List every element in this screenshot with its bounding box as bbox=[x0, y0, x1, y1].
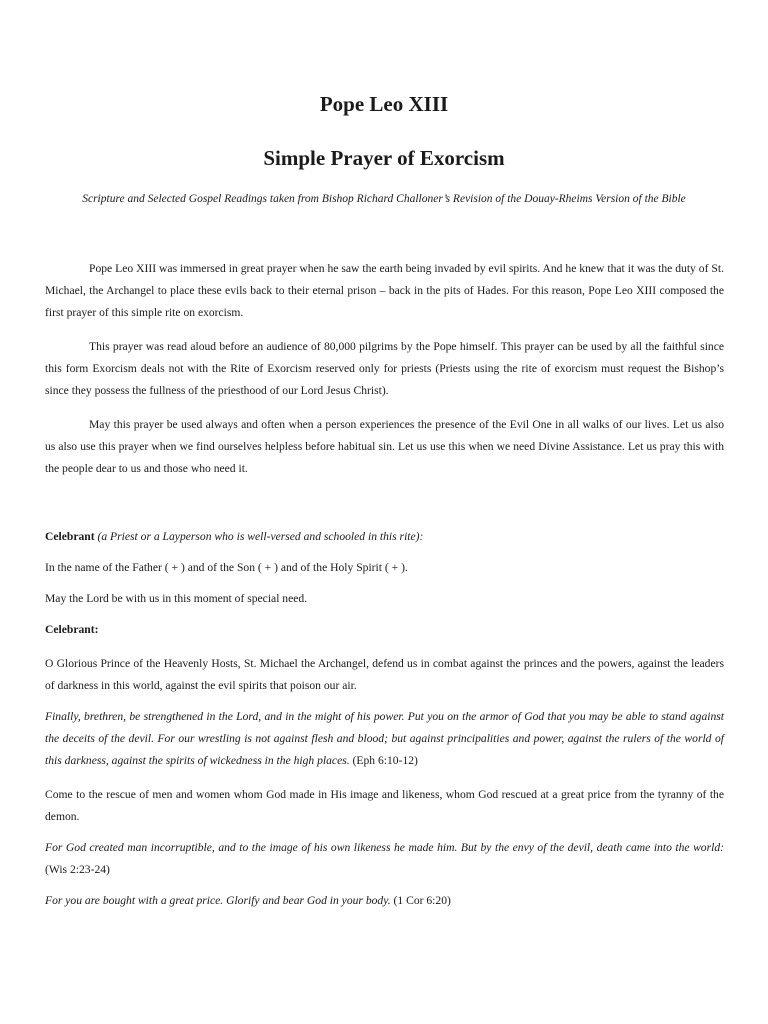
corinthians-ref: (1 Cor 6:20) bbox=[390, 894, 451, 907]
document-body bbox=[45, 258, 724, 912]
scripture-ephesians bbox=[45, 706, 724, 772]
corinthians-text: For you are bought with a great price. Glorify and bear God in your body. bbox=[45, 894, 391, 907]
document-subtitle: Simple Prayer of Exorcism bbox=[263, 146, 505, 170]
prayer-rescue: Come to the rescue of men and women whom God made in His image and likeness, whom God rescued at a great price from the tyranny of the demon. bbox=[45, 788, 724, 823]
may-the-lord: May the Lord be with us in this moment of special need. bbox=[45, 592, 308, 605]
intro-paragraph-3: May this prayer be used always and often when a person experiences the presence of the Evil One in all walks of our lives. Let us also us also use this prayer when we find ourselves helpless before habitual sin. Let us use this when we need Divine Assistance. Let us pray this with the people dear to us and those who need it. bbox=[45, 418, 724, 475]
celebrant-label-2: Celebrant: bbox=[45, 623, 99, 636]
intro-paragraph-1: Pope Leo XIII was immersed in great prayer when he saw the earth being invaded by evil spirits. And he knew that it was the duty of St. Michael, the Archangel to place these evils back to their eternal prison – back in the pits of Hades. For this reason, Pope Leo XIII composed the first prayer of this simple rite on exorcism. bbox=[45, 262, 724, 319]
prayer-glorious-prince: O Glorious Prince of the Heavenly Hosts, St. Michael the Archangel, defend us in combat against the princes and the powers, against the leaders of darkness in this world, against the evil spirits that poison our air. bbox=[45, 657, 724, 692]
document-title: Pope Leo XIII bbox=[319, 92, 449, 116]
wisdom-ref: (Wis 2:23-24) bbox=[45, 863, 110, 876]
celebrant-heading-2 bbox=[45, 619, 724, 641]
ephesians-text: Finally, brethren, be strengthened in the Lord, and in the might of his power. Put you on the armor of God that you may be able to stand against the deceits of the devil. For our wrestling is not against flesh and blood; but against principalities and power, against the rulers of the world of this darkness, against the spirits of wickedness in the high places. bbox=[45, 710, 724, 767]
celebrant-label: Celebrant bbox=[45, 530, 95, 543]
scripture-wisdom bbox=[45, 837, 724, 881]
celebrant-heading bbox=[45, 526, 724, 548]
source-note: Scripture and Selected Gospel Readings taken from Bishop Richard Challoner’s Revision of the Douay-Rheims Version of the Bible bbox=[82, 193, 686, 205]
wisdom-text: For God created man incorruptible, and to the image of his own likeness he made him. But by the envy of the devil, death came into the world: bbox=[45, 841, 724, 854]
celebrant-note: (a Priest or a Layperson who is well-versed and schooled in this rite): bbox=[97, 530, 424, 543]
ephesians-ref: (Eph 6:10-12) bbox=[349, 754, 418, 767]
intro-paragraph-2: This prayer was read aloud before an audience of 80,000 pilgrims by the Pope himself. This prayer can be used by all the faithful since this form Exorcism deals not with the Rite of Exorcism reserved only for priests (Priests using the rite of exorcism must request the Bishop’s since they possess the fullness of the priesthood of our Lord Jesus Christ). bbox=[45, 340, 724, 397]
invocation: In the name of the Father ( + ) and of the Son ( + ) and of the Holy Spirit ( + ). bbox=[45, 561, 408, 574]
scripture-corinthians bbox=[45, 890, 724, 912]
